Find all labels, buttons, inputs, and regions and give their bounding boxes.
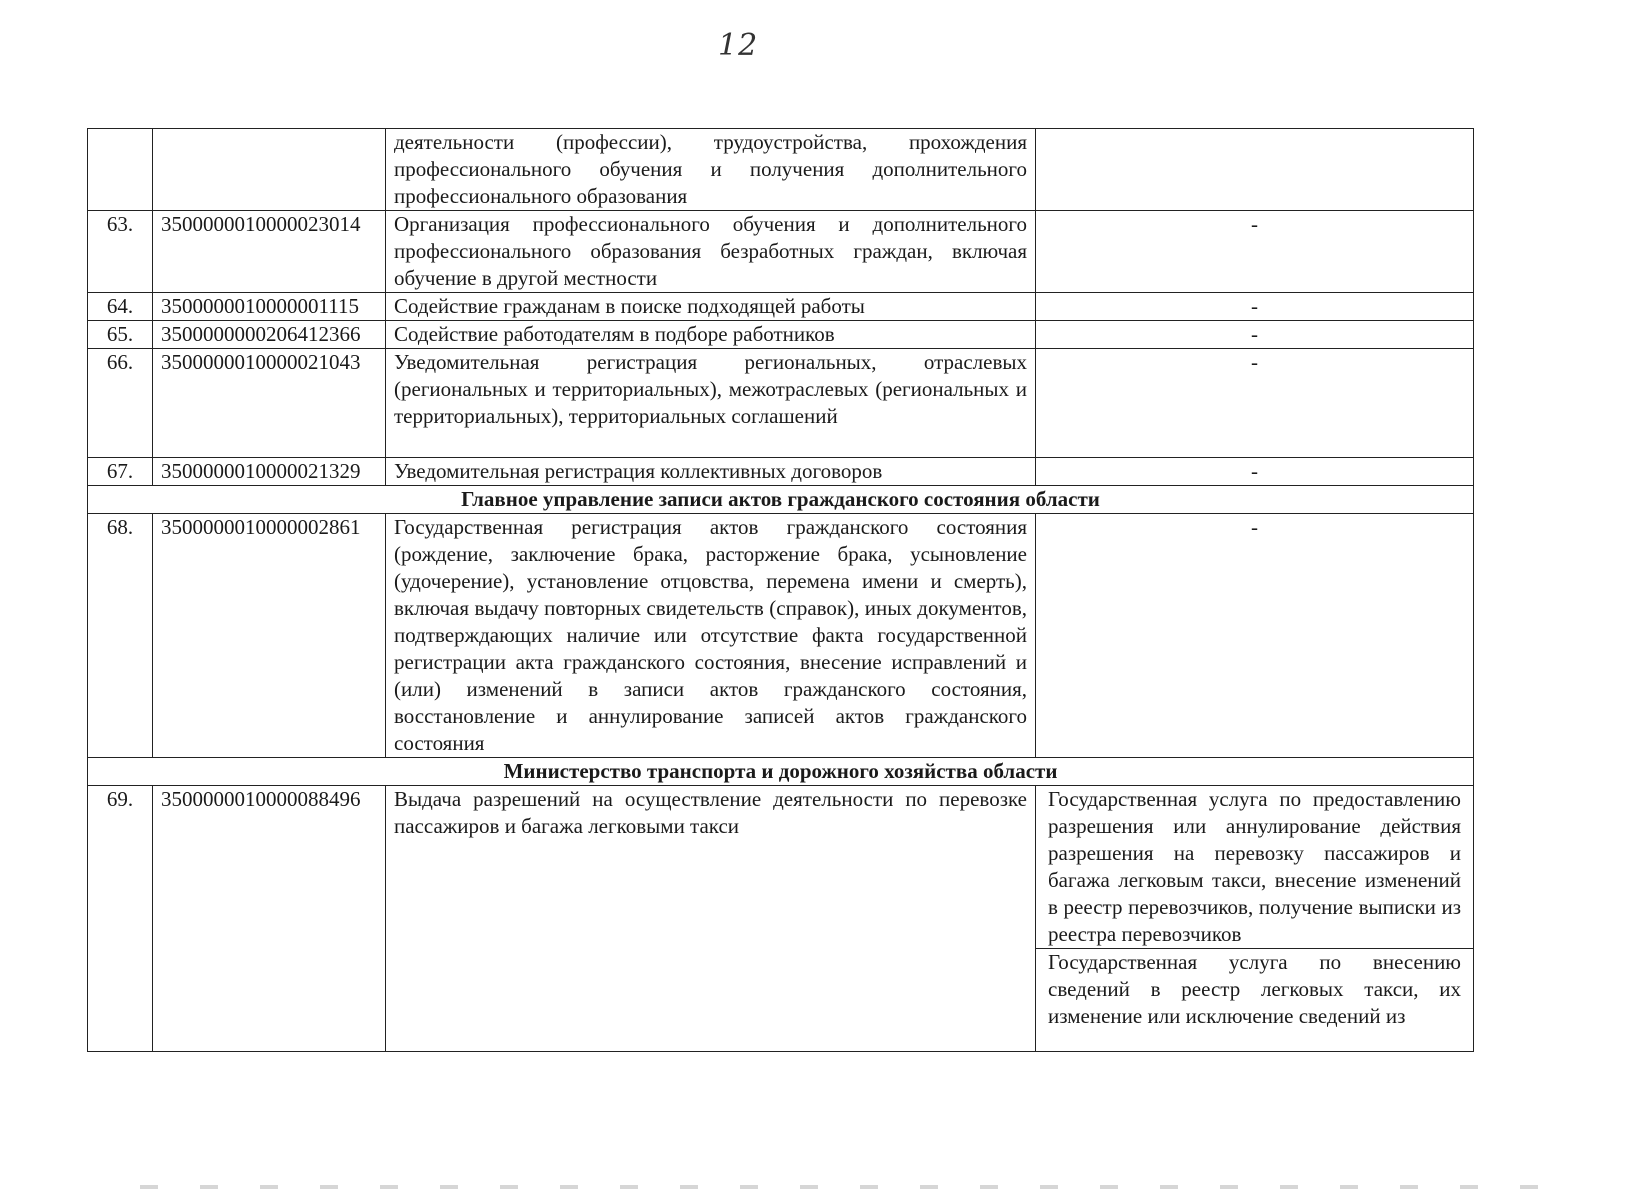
service-note: - <box>1036 349 1474 458</box>
table-row <box>88 293 1474 321</box>
table-row <box>88 321 1474 349</box>
service-name: Уведомительная регистрация региональных, отраслевых (региональных и территориальных), межотраслевых (региональных и территориальных), территориальных соглашений <box>386 349 1036 458</box>
table-row <box>88 349 1474 458</box>
section-heading: Главное управление записи актов гражданского состояния области <box>88 486 1474 514</box>
service-note: - <box>1036 514 1474 758</box>
table-row <box>88 211 1474 293</box>
service-note: - <box>1036 321 1474 349</box>
service-name: Выдача разрешений на осуществление деятельности по перевозке пассажиров и багажа легковыми такси <box>386 786 1036 1052</box>
service-code: 3500000010000021043 <box>153 349 386 458</box>
service-name: Содействие гражданам в поиске подходящей работы <box>386 293 1036 321</box>
row-number: 64. <box>88 293 153 321</box>
service-name: Содействие работодателям в подборе работников <box>386 321 1036 349</box>
row-number: 67. <box>88 458 153 486</box>
row-number <box>88 129 153 211</box>
service-note <box>1036 129 1474 211</box>
row-number: 65. <box>88 321 153 349</box>
service-name: Государственная регистрация актов гражданского состояния (рождение, заключение брака, расторжение брака, усыновление (удочерение), установление отцовства, перемена имени и смерть), включая выдачу повторных свидетельств (справок), иных документов, подтверждающих наличие или отсутствие факта государственной регистрации акта гражданского состояния, внесение исправлений и (или) изменений в записи актов гражданского состояния, восстановление и аннулирование записей актов гражданского состояния <box>386 514 1036 758</box>
section-header-row <box>88 758 1474 786</box>
service-note: - <box>1036 458 1474 486</box>
service-name: Организация профессионального обучения и дополнительного профессионального образования безработных граждан, включая обучение в другой местности <box>386 211 1036 293</box>
scan-artifact <box>140 1185 1540 1189</box>
service-name: деятельности (профессии), трудоустройства, прохождения профессионального обучения и получения дополнительного профессионального образования <box>386 129 1036 211</box>
service-note <box>1036 786 1474 1052</box>
table-row <box>88 129 1474 211</box>
table-row <box>88 514 1474 758</box>
service-name: Уведомительная регистрация коллективных договоров <box>386 458 1036 486</box>
service-note-first: Государственная услуга по предоставлению разрешения или аннулирование действия разрешения на перевозку пассажиров и багажа легковым такси, внесение изменений в реестр перевозчиков, получение выписки из реестра перевозчиков <box>1048 787 1461 946</box>
service-code: 3500000000206412366 <box>153 321 386 349</box>
row-number: 69. <box>88 786 153 1052</box>
row-number: 66. <box>88 349 153 458</box>
row-number: 63. <box>88 211 153 293</box>
service-note: - <box>1036 211 1474 293</box>
service-code: 3500000010000001115 <box>153 293 386 321</box>
service-note-second: Государственная услуга по внесению сведений в реестр легковых такси, их изменение или исключение сведений из <box>1036 948 1473 1030</box>
service-code <box>153 129 386 211</box>
row-number: 68. <box>88 514 153 758</box>
page-number: 12 <box>718 28 759 63</box>
section-heading: Министерство транспорта и дорожного хозяйства области <box>88 758 1474 786</box>
table-row <box>88 458 1474 486</box>
table-row <box>88 786 1474 1052</box>
service-code: 3500000010000088496 <box>153 786 386 1052</box>
service-note: - <box>1036 293 1474 321</box>
service-code: 3500000010000002861 <box>153 514 386 758</box>
service-code: 3500000010000021329 <box>153 458 386 486</box>
service-code: 3500000010000023014 <box>153 211 386 293</box>
section-header-row <box>88 486 1474 514</box>
services-table <box>87 128 1474 1052</box>
